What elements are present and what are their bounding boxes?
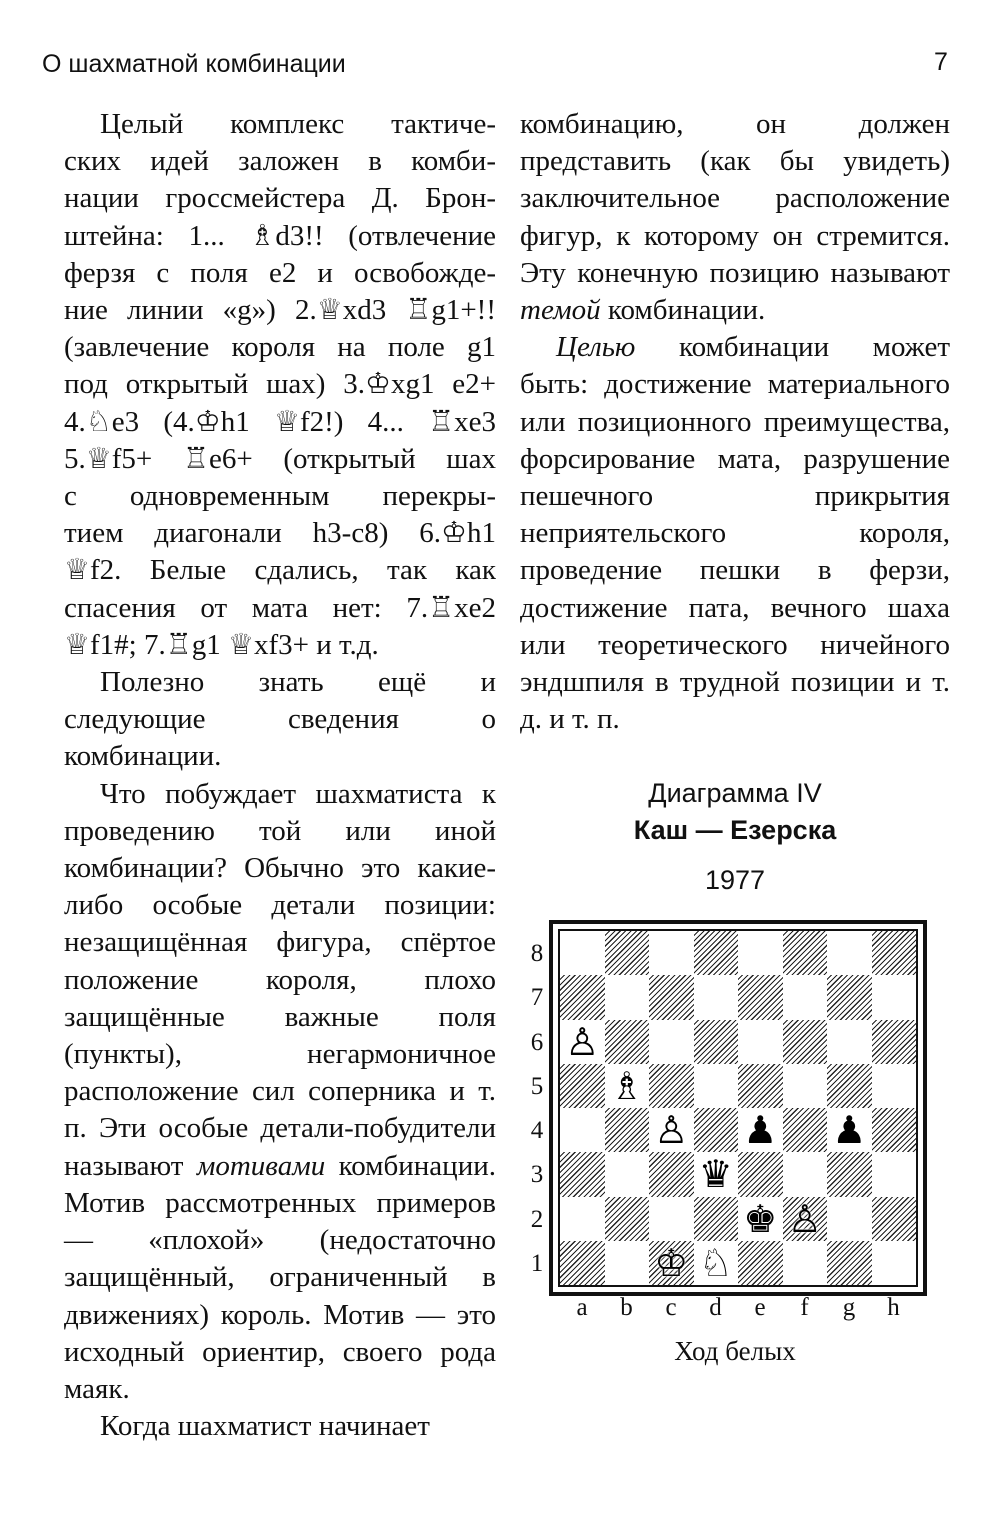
board-square-b6: [605, 1020, 650, 1064]
diagram-players: Каш — Езерска: [633, 815, 837, 845]
board-square-e3: [738, 1152, 783, 1196]
white-king-c1: ♔: [654, 1240, 689, 1285]
board-square-c3: [649, 1152, 694, 1196]
board-square-d2: [694, 1197, 739, 1241]
white-pawn-f2: ♙: [787, 1196, 822, 1241]
board-square-c2: [649, 1197, 694, 1241]
chess-board: [558, 929, 918, 1287]
paragraph-theme: [520, 106, 950, 329]
black-king-e2: ♚: [743, 1196, 778, 1241]
black-pawn-e4: ♟: [743, 1108, 778, 1152]
board-square-b7: [605, 975, 650, 1019]
board-square-f7: [783, 975, 828, 1019]
board-square-h3: [872, 1152, 917, 1196]
board-square-g8: [827, 931, 872, 975]
text-line: Целый комплекс тактиче-: [100, 108, 496, 140]
rank-label-1: 1: [530, 1249, 544, 1277]
board-square-f8: [783, 931, 828, 975]
file-label-f: f: [800, 1294, 809, 1321]
board-square-c6: [649, 1020, 694, 1064]
diagram-caption: Ход белых: [674, 1336, 796, 1366]
text-run: комбинации.: [600, 294, 766, 327]
white-pawn-c4: ♙: [654, 1108, 689, 1152]
board-square-c7: [649, 975, 694, 1019]
paragraph-motives: [64, 776, 496, 1408]
board-square-e5: [738, 1064, 783, 1108]
board-square-a3: [560, 1152, 605, 1196]
file-label-g: g: [842, 1294, 856, 1321]
board-square-h2: [872, 1197, 917, 1241]
text-line: штейна: 1... ♗d3!! (отвлечение: [64, 219, 496, 252]
text-line: 5.♕f5+ ♖e6+ (открытый шах: [64, 442, 496, 475]
board-square-g5: [827, 1064, 872, 1108]
board-square-h1: [872, 1241, 917, 1285]
board-square-a1: [560, 1241, 605, 1285]
text-run: Что побуждает шахматиста к проведению той или иной комбинации? Обычно это какие-либо особые детали позиции: незащищённая фигура, спёртое положение короля, плохо защищённые важные поля (пункты), негармоничное расположение сил соперника и т. п. Эти особые детали-побудители называют: [64, 777, 496, 1182]
page-number: 7: [934, 48, 948, 76]
rank-label-5: 5: [530, 1072, 544, 1100]
text-line: ние линии «g») 2.♕xd3 ♖g1+!!: [64, 294, 496, 327]
text-line: тием диагонали h3-c8) 6.♔h1: [64, 517, 496, 550]
term-theme: темой: [520, 294, 601, 327]
board-square-b8: [605, 931, 650, 975]
rank-label-4: 4: [530, 1117, 544, 1144]
right-column: [520, 106, 950, 738]
text-line: с одновременным перекры-: [64, 480, 496, 513]
text-run: комбинацию, он должен представить (как бы увидеть) заключительное расположение фигур, к которому он стремится. Эту конечную позицию называют: [520, 108, 950, 289]
rank-label-7: 7: [530, 984, 544, 1012]
board-square-d4: [694, 1108, 739, 1152]
white-knight-d1: ♘: [698, 1240, 733, 1285]
text-line: нации гроссмейстера Д. Брон-: [64, 182, 496, 215]
diagram-title: Диаграмма IV: [648, 778, 822, 808]
paragraph-when-player-begins: Когда шахматист начинает: [100, 1410, 430, 1443]
file-label-e: e: [754, 1294, 766, 1321]
board-square-d6: [694, 1020, 739, 1064]
paragraph-bronstein-combination: [64, 106, 496, 664]
board-square-g2: [827, 1197, 872, 1241]
text-run: комбинации. Мотив рассмотренных примеров — «плохой» (недостаточно защищённый, ограниченный в движениях) король. Мотив — это исходный ориентир, своего рода маяк.: [64, 1149, 496, 1405]
file-label-d: d: [709, 1294, 722, 1321]
text-run: комбинации может быть: достижение материального или позиционного преимущества, форсирование мата, разрушение пешечного прикрытия неприятельского короля, проведение пешки в ферзи, достижение пата, вечного шаха или теоретического ничейного эндшпиля в трудной позиции и т. д. и т. п.: [520, 331, 950, 736]
board-square-h6: [872, 1020, 917, 1064]
text-line: ферзя с поля е2 и освобожде-: [64, 256, 496, 289]
text-line: (завлечение короля на поле g1: [64, 331, 496, 364]
board-square-g3: [827, 1152, 872, 1196]
board-square-b1: [605, 1241, 650, 1285]
black-pawn-g4: ♟: [832, 1108, 867, 1152]
white-pawn-a6: ♙: [565, 1019, 600, 1064]
board-square-d8: [694, 931, 739, 975]
board-square-b4: [605, 1108, 650, 1152]
running-title: О шахматной комбинации: [42, 50, 346, 78]
text-line: спасения от мата нет: 7.♖xe2: [64, 591, 496, 624]
board-square-e6: [738, 1020, 783, 1064]
file-label-a: a: [576, 1294, 588, 1321]
rank-label-3: 3: [530, 1161, 544, 1189]
chess-board-frame: [549, 920, 927, 1296]
left-column: [64, 106, 496, 1445]
board-square-a4: [560, 1108, 605, 1152]
board-square-c5: [649, 1064, 694, 1108]
board-square-h4: [872, 1108, 917, 1152]
board-square-h5: [872, 1064, 917, 1108]
board-square-e8: [738, 931, 783, 975]
board-square-e1: [738, 1241, 783, 1285]
board-square-g1: [827, 1241, 872, 1285]
file-label-c: c: [665, 1294, 677, 1321]
board-square-a7: [560, 975, 605, 1019]
board-square-b2: [605, 1197, 650, 1241]
board-square-b3: [605, 1152, 650, 1196]
rank-label-8: 8: [530, 940, 544, 967]
file-label-h: h: [887, 1294, 900, 1321]
diagram-year: 1977: [704, 865, 766, 895]
white-bishop-b5: ♗: [609, 1063, 644, 1108]
paragraph-useful-info: Полезно знать ещё и следующие сведения о комбинации.: [64, 666, 496, 773]
board-square-f5: [783, 1064, 828, 1108]
board-square-f4: [783, 1108, 828, 1152]
board-square-f1: [783, 1241, 828, 1285]
text-line: ских идей заложен в комби-: [64, 145, 496, 178]
text-line: ♕f1#; 7.♖g1 ♕xf3+ и т.д.: [64, 628, 379, 661]
file-label-b: b: [620, 1294, 633, 1321]
board-square-g6: [827, 1020, 872, 1064]
board-square-h7: [872, 975, 917, 1019]
black-queen-d3: ♛: [698, 1152, 733, 1197]
text-line: под открытый шах) 3.♔xg1 e2+: [64, 368, 496, 401]
board-square-c8: [649, 931, 694, 975]
board-square-g7: [827, 975, 872, 1019]
rank-label-2: 2: [530, 1205, 544, 1233]
board-square-h8: [872, 931, 917, 975]
board-square-a5: [560, 1064, 605, 1108]
board-square-a8: [560, 931, 605, 975]
board-square-e7: [738, 975, 783, 1019]
term-goal: Целью: [556, 331, 636, 364]
text-line: 4.♘e3 (4.♔h1 ♕f2!) 4... ♖xe3: [64, 405, 496, 438]
term-motives: мотивами: [196, 1149, 326, 1182]
rank-label-6: 6: [530, 1028, 544, 1056]
board-square-f3: [783, 1152, 828, 1196]
text-line: ♕f2. Белые сдались, так как: [64, 554, 496, 587]
board-square-d7: [694, 975, 739, 1019]
board-square-f6: [783, 1020, 828, 1064]
paragraph-goal: [520, 329, 950, 738]
board-square-d5: [694, 1064, 739, 1108]
board-square-a2: [560, 1197, 605, 1241]
